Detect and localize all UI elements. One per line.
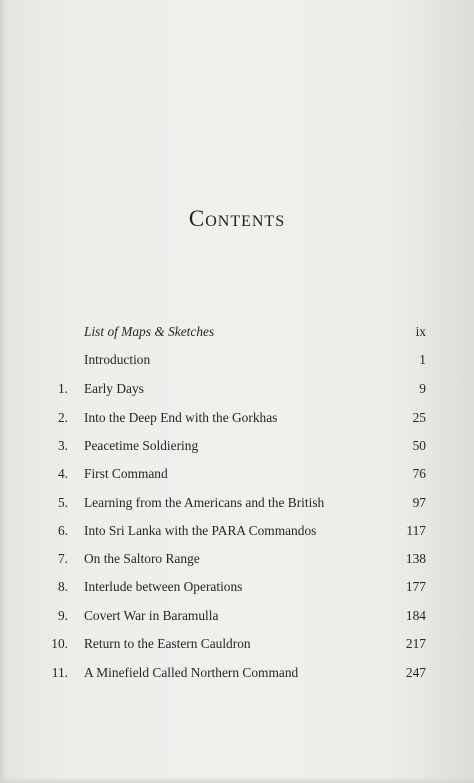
toc-entry — [0, 519, 474, 543]
chapter-number: 2. — [57, 410, 68, 425]
page-number: 97 — [412, 495, 426, 510]
chapter-title: Into the Deep End with the Gorkhas — [84, 410, 278, 425]
page-number: 177 — [405, 579, 426, 594]
chapter-title: Return to the Eastern Cauldron — [84, 636, 251, 651]
chapter-number: 7. — [57, 551, 68, 566]
page-title: Contents — [188, 206, 286, 231]
page-number: 247 — [405, 665, 426, 680]
chapter-number: 4. — [57, 466, 68, 481]
chapter-title: A Minefield Called Northern Command — [84, 665, 299, 680]
chapter-number: 9. — [57, 608, 68, 623]
page-number: 9 — [419, 381, 426, 396]
chapter-title: Covert War in Baramulla — [84, 608, 219, 623]
toc-entry — [0, 462, 474, 486]
toc-entry — [0, 320, 474, 344]
chapter-title: List of Maps & Sketches — [84, 324, 215, 339]
chapter-title: On the Saltoro Range — [84, 551, 200, 566]
chapter-number: 11. — [51, 665, 68, 680]
page-number: 184 — [405, 608, 426, 623]
toc-entry — [0, 406, 474, 430]
chapter-title: First Command — [84, 466, 168, 481]
toc-entry — [0, 348, 474, 372]
chapter-number: 5. — [57, 495, 68, 510]
chapter-number: 3. — [57, 438, 68, 453]
toc-entry — [0, 377, 474, 401]
toc-entry — [0, 434, 474, 458]
toc-entry — [0, 661, 474, 685]
toc-entry — [0, 491, 474, 515]
chapter-title: Learning from the Americans and the British — [84, 495, 325, 510]
page-number: 76 — [412, 466, 426, 481]
chapter-title: Early Days — [84, 381, 144, 396]
page-number: 117 — [406, 523, 426, 538]
page-number: 1 — [419, 352, 426, 367]
chapter-title: Peacetime Soldiering — [84, 438, 199, 453]
chapter-number: 10. — [51, 636, 68, 651]
toc-entry — [0, 547, 474, 571]
chapter-number: 6. — [57, 523, 68, 538]
chapter-number: 1. — [57, 381, 68, 396]
toc-entry — [0, 575, 474, 599]
toc-entry — [0, 632, 474, 656]
page-number: ix — [415, 324, 426, 339]
page-number: 25 — [412, 410, 426, 425]
toc-entry — [0, 604, 474, 628]
chapter-title: Introduction — [84, 352, 151, 367]
chapter-title: Interlude between Operations — [84, 579, 243, 594]
page-number: 50 — [412, 438, 426, 453]
page-number: 138 — [405, 551, 426, 566]
bottom-edge-shadow — [0, 777, 474, 783]
page-number: 217 — [405, 636, 426, 651]
chapter-number: 8. — [57, 579, 68, 594]
chapter-title: Into Sri Lanka with the PARA Commandos — [84, 523, 317, 538]
